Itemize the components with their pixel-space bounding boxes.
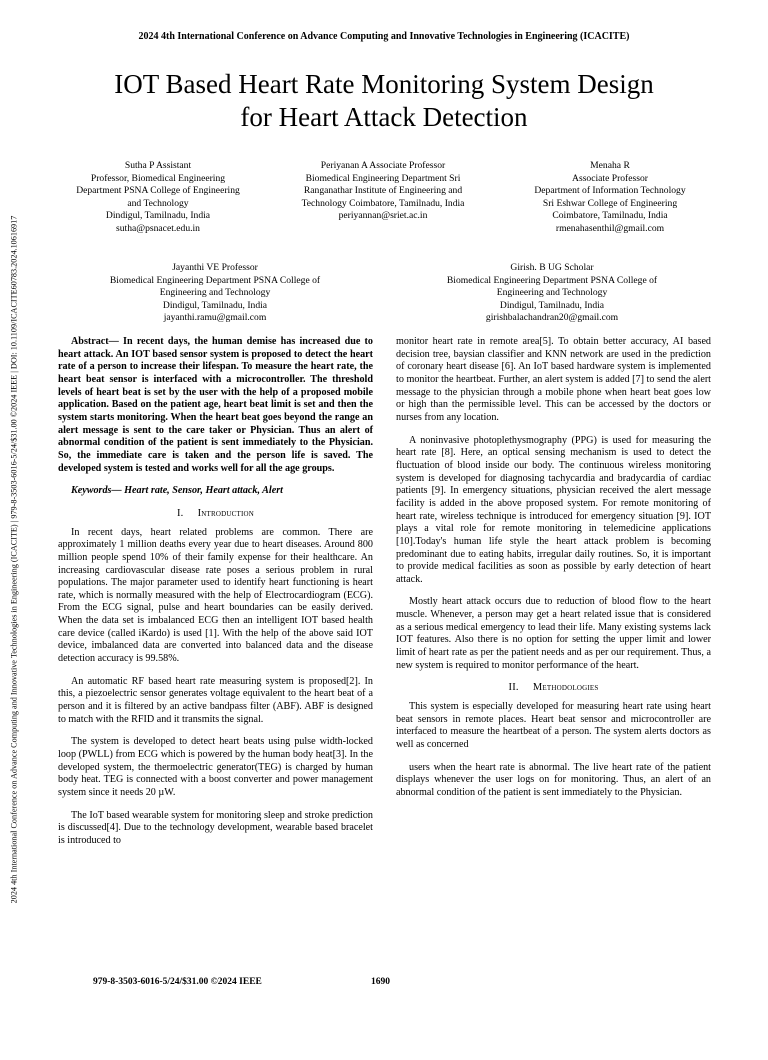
paragraph: The system is developed to detect heart beats using pulse width-locked loop (PWLL) from ECG which is powered by the human body heat[3]. In the developed system, the thermoelectric generator(TEG) is charged by human body heat. TEG is connected with a boost converter and power management system since it needs 20 µW. [58,736,373,798]
author-line: Technology Coimbatore, Tamilnadu, India [301,197,465,209]
author-line: Girish. B UG Scholar [510,262,594,273]
author-line: Biomedical Engineering Department Sri [305,172,461,184]
author-line: Dindigul, Tamilnadu, India [105,210,211,222]
section-number: II. [508,682,519,694]
left-column [58,336,373,858]
author-line: Jayanthi VE Professor [172,262,258,273]
author-line: Dindigul, Tamilnadu, India [162,299,268,311]
author-line: Professor, Biomedical Engineering [90,172,226,184]
author-email: periyannan@sriet.ac.in [338,210,428,222]
section-heading-methodologies [396,682,711,695]
author-email: girishbalachandran20@gmail.com [485,312,619,324]
sidebar-citation: 2024 4th International Conference on Advance Computing and Innovative Technologies in Engineering (ICACITE) | 979-8-3503-6016-5/24/$31.00 ©2024 IEEE | DOI: 10.1109/ICACITE60783.2024.10616917 [9,215,19,904]
author-line: Dindigul, Tamilnadu, India [499,299,605,311]
keywords: Keywords— Heart rate, Sensor, Heart attack, Alert [71,485,283,497]
page-number: 1690 [371,977,390,987]
author-line: Engineering and Technology [496,287,608,299]
author-line: and Technology [127,197,189,209]
author-block-5 [402,262,702,325]
author-block-4 [65,262,365,325]
right-column [396,336,711,810]
author-line: Menaha R [590,160,630,171]
author-line: Biomedical Engineering Department PSNA College of [109,274,321,286]
author-email: jayanthi.ramu@gmail.com [163,312,267,324]
author-block-3 [510,160,710,236]
paragraph: monitor heart rate in remote area[5]. To obtain better accuracy, AI based decision tree, baysian classifier and KNN network are used in the prediction of coronary heart disease [6]. An IoT based hardware system is implemented to monitor the heartbeat. Further, an alert system is added [7] to send the alert message to the physician through a mobile phone when heart beat goes low or high than the permissible level. This can be accessed by the doctors or nurses from any location. [396,336,711,423]
paragraph: Mostly heart attack occurs due to reduction of blood flow to the heart muscle. Whenever, a person may get a heart related issue that is considered as a serious medical emergency to lead their life. Many existing systems lack IOT features. Also there is no option for setting the upper limit and lower limit of heart rate as per the patient needs and as per our requirement. Thus, a new system is required to monitor performance of the heart. [396,596,711,671]
section-number: I. [176,507,184,519]
paragraph: In recent days, heart related problems are common. There are approximately 1 million deaths every year due to heart diseases. Around 800 million people spend 10% of their family expense for their healthcare. An increasing cardiovascular disease rate poses a serious problem in rural populations. The major parameter used to identify heart functioning is heart rate, which is normally measured with the help of Electrocardiogram (ECG). From the ECG signal, pulse and heart boundaries can be easily derived. When the data set is imbalanced ECG then an intelligent IOT based health care device (called iKardo) is used [1]. With the help of the above said IOT device, imbalanced data are converted into balanced data and the disease detection accuracy is 99.58%. [58,526,373,665]
section-title: Methodologies [532,682,599,694]
section-title: Introduction [197,507,255,519]
author-line: Associate Professor [572,172,648,184]
author-line: Periyanan A Associate Professor [320,160,446,171]
author-email: rmenahasenthil@gmail.com [555,222,665,234]
abstract: Abstract— In recent days, the human demise has increased due to heart attack. An IOT based sensor system is proposed to detect the heart rate of a person to increase their lifespan. To measure the heart rate, the heart beat sensor is interfaced with a microcontroller. The threshold levels of heart beat is set by the user with the help of a proposed mobile application. Based on the patient age, heart beat limit is set and then the system starts monitoring. When the heart beat goes beyond the range an alert message is sent to the care taker or Physician. Thus an alert of abnormal condition of the patient is sent immediately to the Physician. So, the immediate care is taken and the person life is saved. The developed system is tested and works well for all the age groups. [58,336,373,474]
paragraph: An automatic RF based heart rate measuring system is proposed[2]. In this, a piezoelectric sensor generates voltage equivalent to the heart beat of a person and it is filtered by an active bandpass filter (ABF). ABF is designed to match with the RFID and it transmits the signal. [58,675,373,725]
paragraph: The IoT based wearable system for monitoring sleep and stroke prediction is discussed[4]. Due to the technology development, wearable based bracelet is introduced to [58,809,373,846]
author-line: Biomedical Engineering Department PSNA College of [446,274,658,286]
paper-title [40,68,728,134]
author-block-2 [283,160,483,223]
author-line: Department PSNA College of Engineering [76,185,240,197]
paragraph: A noninvasive photoplethysmography (PPG) is used for measuring the heart rate [8]. Here, an optical sensing mechanism is used to detect the fluctuation of blood inside our body. The continuous wireless monitoring system is developed for diagnosing tachycardia and bradycardia of cardiac patients [9]. In emergency situations, physician received the alert message facility is added in the above proposed system. For remote monitoring of heart rate, wireless technique is introduced for emergency situation [9]. IOT plays a vital role for remote monitoring in telemedicine applications [10].Today's human life style the heart attack problem is becoming predominant due to eating habits, irregular daily routines. So, it is important to provide medical facilities as soon as possible by early detection of heart attack. [396,434,711,585]
author-line: Sri Eshwar College of Engineering [542,197,678,209]
author-line: Engineering and Technology [159,287,271,299]
author-line: Sutha P Assistant [124,160,192,171]
author-line: Department of Information Technology [534,185,686,197]
author-line: Ranganathar Institute of Engineering and [303,185,463,197]
conference-header: 2024 4th International Conference on Advance Computing and Innovative Technologies in Engineering (ICACITE) [138,31,630,42]
paragraph: users when the heart rate is abnormal. The live heart rate of the patient displays whenever the user logs on for monitoring. Thus, an alert of an abnormal condition of the patient is sent immediately to the Physician. [396,761,711,798]
title-line-2: for Heart Attack Detection [240,102,528,132]
paragraph: This system is especially developed for measuring heart rate using heart beat sensors in remote places. Heart beat sensor and microcontroller are interfaced to measure the heartbeat of a person. The system alerts doctors as well as concerned [396,701,711,751]
section-heading-introduction [58,508,373,521]
title-line-1: IOT Based Heart Rate Monitoring System Design [114,69,654,99]
footer-copyright: 979-8-3503-6016-5/24/$31.00 ©2024 IEEE [93,977,262,987]
author-block-1 [58,160,258,236]
author-email: sutha@psnacet.edu.in [116,222,200,234]
author-line: Coimbatore, Tamilnadu, India [552,210,668,222]
